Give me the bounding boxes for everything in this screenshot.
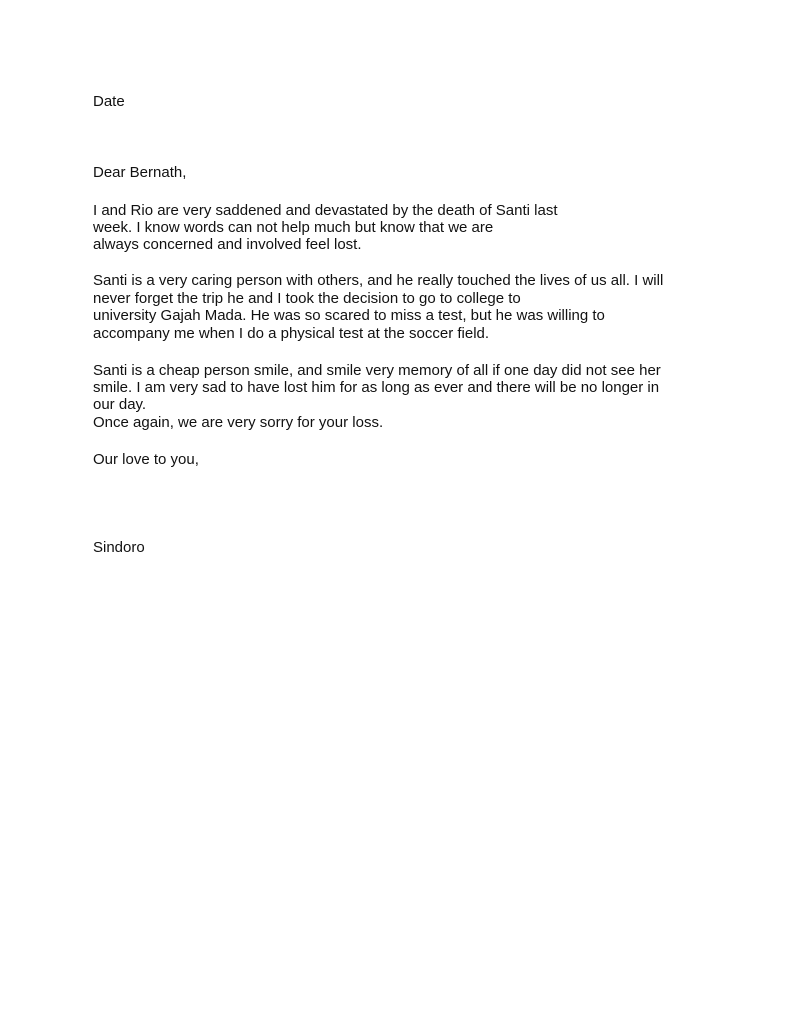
paragraph-line: I and Rio are very saddened and devastated by the death of Santi last	[93, 202, 558, 219]
paragraph-line: accompany me when I do a physical test at the soccer field.	[93, 325, 490, 342]
signature: Sindoro	[93, 539, 145, 556]
paragraph-line: university Gajah Mada. He was so scared to miss a test, but he was willing to	[93, 307, 605, 324]
paragraph-line: never forget the trip he and I took the decision to go to college to	[93, 290, 521, 307]
paragraph-line: Once again, we are very sorry for your loss.	[93, 414, 384, 431]
paragraph-line: Santi is a cheap person smile, and smile very memory of all if one day did not see her	[93, 362, 661, 379]
paragraph-line: always concerned and involved feel lost.	[93, 236, 362, 253]
date-line: Date	[93, 93, 125, 110]
closing: Our love to you,	[93, 451, 199, 468]
paragraph-line: Santi is a very caring person with others, and he really touched the lives of us all. I will	[93, 272, 664, 289]
paragraph-line: our day.	[93, 396, 147, 413]
paragraph-line: smile. I am very sad to have lost him for as long as ever and there will be no longer in	[93, 379, 660, 396]
salutation: Dear Bernath,	[93, 164, 187, 181]
paragraph-line: week. I know words can not help much but know that we are	[93, 219, 494, 236]
